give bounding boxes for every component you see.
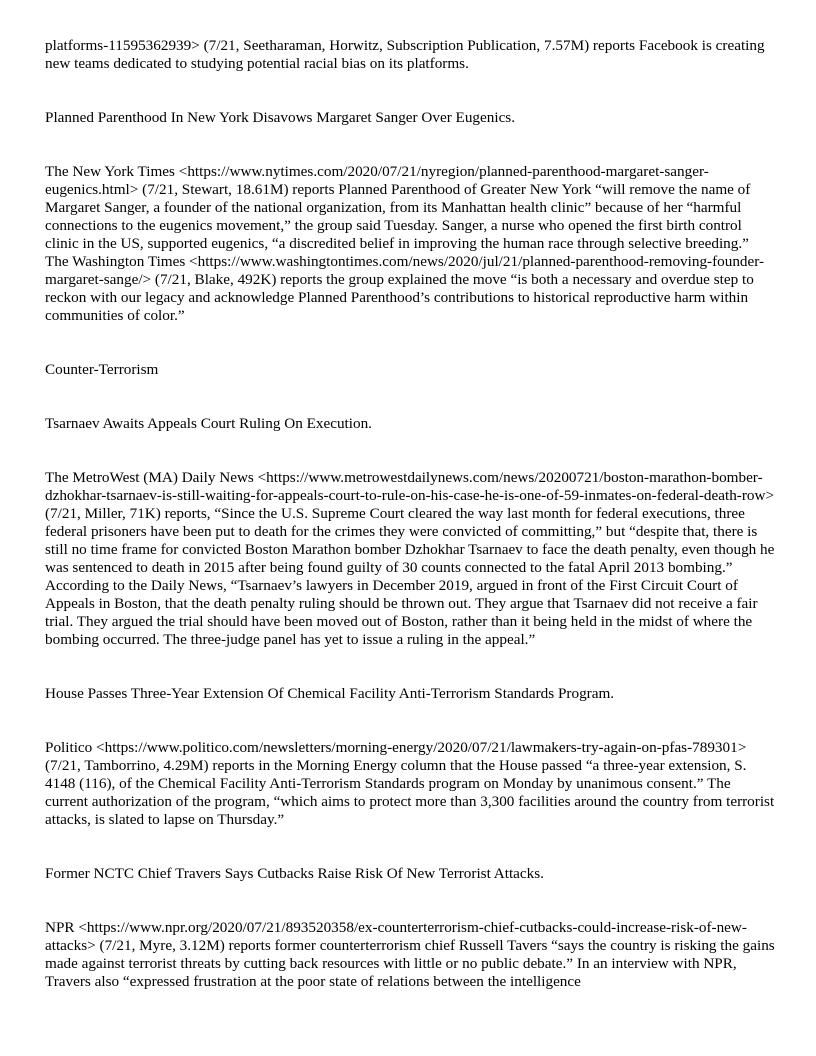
paragraph-planned-parenthood: The New York Times <https://www.nytimes.com/2020/07/21/nyregion/planned-parenthood-margaret-sanger-eugenics.html> (7/21, Stewart, 18.61M) reports Planned Parenthood of Greater New York “will remove the name of Margaret Sanger, a founder of the national organization, from its Manhattan health clinic” because of her “harmful connections to the eugenics movement,” the group said Tuesday. Sanger, a nurse who opened the first birth control clinic in the US, supported eugenics, “a discredited belief in improving the human race through selective breeding.” The Washington Times <https://www.washingtontimes.com/news/2020/jul/21/planned-parenthood-removing-founder-margaret-sange/> (7/21, Blake, 492K) reports the group explained the move “is both a necessary and overdue step to reckon with our legacy and acknowledge Planned Parenthood’s contributions to historical reproductive harm within communities of color.” (45, 163, 765, 324)
headline-tsarnaev: Tsarnaev Awaits Appeals Court Ruling On Execution. (45, 415, 372, 432)
headline-chemical-facility: House Passes Three-Year Extension Of Chemical Facility Anti-Terrorism Standards Program. (45, 685, 615, 702)
paragraph-tsarnaev: The MetroWest (MA) Daily News <https://www.metrowestdailynews.com/news/20200721/boston-marathon-bomber-dzhokhar-tsarnaev-is-still-waiting-for-appeals-court-to-rule-on-his-case-he-is-one-of-59-inmates-on-federal-death-row> (7/21, Miller, 71K) reports, “Since the U.S. Supreme Court cleared the way last month for federal executions, three federal prisoners have been put to death for the crimes they were convicted of committing,” but “despite that, there is still no time frame for convicted Boston Marathon bomber Dzhokhar Tsarnaev to face the death penalty, even though he was sentenced to death in 2015 after being found guilty of 30 counts connected to the fatal April 2013 bombing.” According to the Daily News, “Tsarnaev’s lawyers in December 2019, argued in front of the First Circuit Court of Appeals in Boston, that the death penalty ruling should be thrown out. They argue that Tsarnaev did not receive a fair trial. They argued the trial should have been moved out of Boston, rather than it being held in the midst of where the bombing occurred. The three-judge panel has yet to issue a ruling in the appeal.” (45, 469, 775, 648)
section-heading-counter-terrorism: Counter-Terrorism (45, 361, 159, 378)
document-page (45, 37, 775, 991)
paragraph-chemical-facility: Politico <https://www.politico.com/newsletters/morning-energy/2020/07/21/lawmakers-try-again-on-pfas-789301> (7/21, Tamborrino, 4.29M) reports in the Morning Energy column that the House passed “a three-year extension, S. 4148 (116), of the Chemical Facility Anti-Terrorism Standards program on Monday by unanimous consent.” The current authorization of the program, “which aims to protect more than 3,300 facilities around the country from terrorist attacks, is slated to lapse on Thursday.” (45, 739, 775, 828)
headline-planned-parenthood: Planned Parenthood In New York Disavows Margaret Sanger Over Eugenics. (45, 109, 516, 126)
paragraph-travers: NPR <https://www.npr.org/2020/07/21/893520358/ex-counterterrorism-chief-cutbacks-could-increase-risk-of-new-attacks> (7/21, Myre, 3.12M) reports former counterterrorism chief Russell Tavers “says the country is risking the gains made against terrorist threats by cutting back resources with little or no public debate.” In an interview with NPR, Travers also “expressed frustration at the poor state of relations between the intelligence (45, 919, 775, 990)
headline-travers: Former NCTC Chief Travers Says Cutbacks Raise Risk Of New Terrorist Attacks. (45, 865, 544, 882)
paragraph-facebook-bias: platforms-11595362939> (7/21, Seetharaman, Horwitz, Subscription Publication, 7.57M) reports Facebook is creating new teams dedicated to studying potential racial bias on its platforms. (45, 37, 765, 72)
